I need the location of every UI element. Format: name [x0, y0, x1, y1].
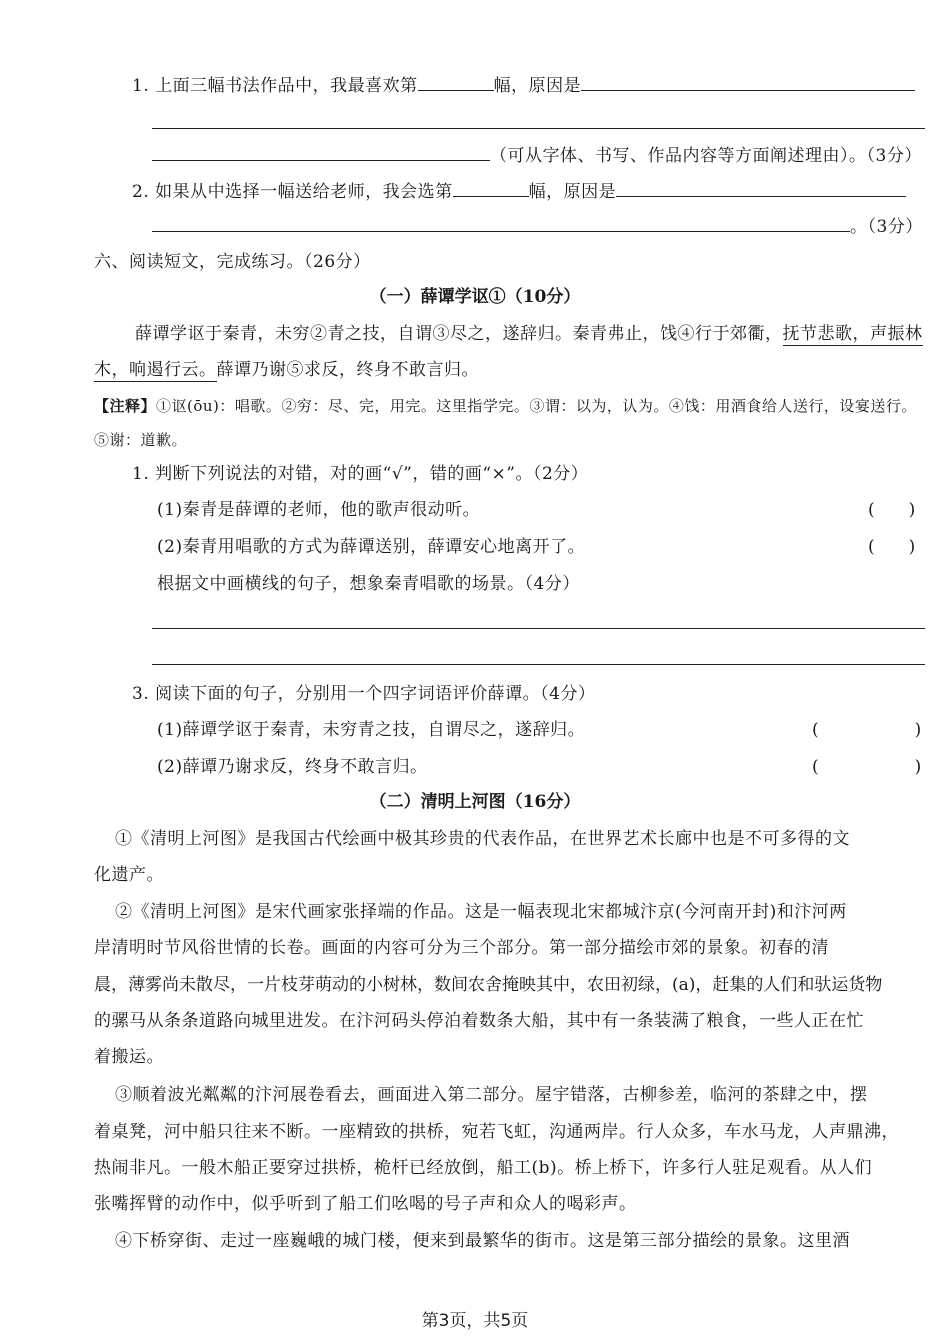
passage1-q1-item1-answer[interactable] [868, 498, 915, 522]
part5-q1-suffix: （可从字体、书写、作品内容等方面阐述理由）。（3分） [490, 146, 922, 166]
part5-q2-suffix: 。（3分） [850, 217, 923, 237]
passage1-q3-item1: (1)薛谭学讴于秦青，未穷青之技，自谓尽之，遂辞归。 [157, 720, 586, 740]
part5-q2-blank-reason[interactable] [616, 178, 906, 197]
paren-close: ) [914, 720, 922, 740]
part5-q2-blank-line2[interactable] [152, 213, 850, 232]
passage2-title: （二）清明上河图（16分） [369, 792, 581, 812]
part5-q2-line2 [152, 213, 923, 239]
part6-heading: 六、阅读短文，完成练习。（26分） [94, 252, 371, 272]
passage2-line: ①《清明上河图》是我国古代绘画中极其珍贵的代表作品，在世界艺术长廊中也是不可多得的文 [115, 829, 850, 849]
passage1-q3-item2-answer[interactable] [812, 755, 921, 779]
passage1-q1: 1. 判断下列说法的对错，对的画“√”，错的画“×”。（2分） [132, 464, 589, 484]
passage2-line: 的骡马从条条道路向城里进发。在汴河码头停泊着数条大船，其中有一条装满了粮食，一些人正在忙 [94, 1011, 864, 1031]
passage2-line: 岸清明时节风俗世情的长卷。画面的内容可分为三个部分。第一部分描绘市郊的景象。初春的清 [94, 938, 829, 958]
paren-close: ) [908, 537, 916, 557]
passage1-q3-item2: (2)薛谭乃谢求反，终身不敢言归。 [157, 757, 428, 777]
passage1-q2-answer-line2[interactable] [152, 664, 925, 665]
paren-close: ) [914, 757, 922, 777]
passage2-line: ④下桥穿街、走过一座巍峨的城门楼，便来到最繁华的街市。这是第三部分描绘的景象。这里酒 [115, 1231, 850, 1251]
passage1-q2: 根据文中画横线的句子，想象秦青唱歌的场景。（4分） [157, 574, 580, 594]
passage1-note-line2: ⑤谢：道歉。 [94, 431, 188, 449]
passage1-line2-underlined: 木，响遏行云。 [94, 360, 217, 380]
passage1-q3: 3. 阅读下面的句子，分别用一个四字词语评价薛谭。（4分） [132, 684, 596, 704]
passage1-note-tag: 【注释】 [94, 397, 157, 415]
part5-q1-line [132, 72, 915, 98]
part5-q1-blank-reason[interactable] [581, 72, 915, 91]
passage2-line: ②《清明上河图》是宋代画家张择端的作品。这是一幅表现北宋都城汴京(今河南开封)和汴河两 [115, 902, 847, 922]
passage2-line: 张嘴挥臂的动作中，似乎听到了船工们吆喝的号子声和众人的喝彩声。 [94, 1194, 637, 1214]
passage1-line1-underlined: 抚节悲歌，声振林 [782, 324, 923, 344]
part5-q2-line [132, 178, 906, 204]
paren-open: ( [812, 720, 819, 740]
part5-q2-prefix: 2. 如果从中选择一幅送给老师，我会选第 [132, 182, 453, 202]
passage1-q1-item2-answer[interactable] [868, 535, 915, 559]
passage1-title: （一）薛谭学讴①（10分） [369, 287, 581, 307]
part5-q1-line3 [152, 142, 922, 168]
passage1-q1-item2: (2)秦青用唱歌的方式为薛谭送别，薛谭安心地离开了。 [157, 537, 586, 557]
passage2-line: 着搬运。 [94, 1047, 164, 1067]
passage1-line2 [94, 358, 479, 382]
passage1-q2-answer-line1[interactable] [152, 628, 925, 629]
passage2-line: 晨，薄雾尚未散尽，一片枝芽萌动的小树林，数间农舍掩映其中，农田初绿，(a)，赶集的人们和驮运货物 [94, 975, 883, 995]
passage1-line1-text: 薛谭学讴于秦青，未穷②青之技，自谓③尽之，遂辞归。秦青弗止，饯④行于郊衢， [135, 324, 783, 344]
passage2-line: ③顺着波光粼粼的汴河展卷看去，画面进入第二部分。屋宇错落，古柳参差，临河的茶肆之中，摆 [115, 1085, 868, 1105]
paren-open: ( [812, 757, 819, 777]
passage1-line2-text: 薛谭乃谢⑤求反，终身不敢言归。 [216, 360, 479, 380]
part5-q1-blank-number[interactable] [418, 72, 494, 91]
passage1-q1-item1: (1)秦青是薛谭的老师，他的歌声很动听。 [157, 500, 481, 520]
part5-q1-prefix: 1. 上面三幅书法作品中，我最喜欢第 [132, 76, 418, 96]
paren-close: ) [908, 500, 916, 520]
paren-open: ( [868, 500, 875, 520]
part5-q2-middle: 幅，原因是 [528, 182, 617, 202]
paren-open: ( [868, 537, 875, 557]
passage2-line: 热闹非凡。一般木船正要穿过拱桥，桅杆已经放倒，船工(b)。桥上桥下，许多行人驻足观看。从人们 [94, 1158, 873, 1178]
part5-q1-blank-line3[interactable] [152, 142, 490, 161]
passage2-line: 化遗产。 [94, 865, 164, 885]
passage2-line: 着桌凳，河中船只往来不断。一座精致的拱桥，宛若飞虹，沟通两岸。行人众多，车水马龙，人声鼎沸， [94, 1122, 899, 1142]
page-footer: 第3页，共5页 [421, 1311, 529, 1331]
part5-q1-answer-line[interactable] [152, 128, 925, 129]
passage1-q3-item1-answer[interactable] [812, 718, 921, 742]
passage1-note-line1 [94, 394, 917, 418]
passage1-line1 [135, 322, 923, 346]
part5-q1-middle: 幅，原因是 [493, 76, 582, 96]
passage1-note-text1: ①讴(ōu)：唱歌。②穷：尽、完，用完。这里指学完。③谓：以为，认为。④饯：用酒食给人送行，设宴送行。 [156, 397, 917, 415]
part5-q2-blank-number[interactable] [453, 178, 529, 197]
